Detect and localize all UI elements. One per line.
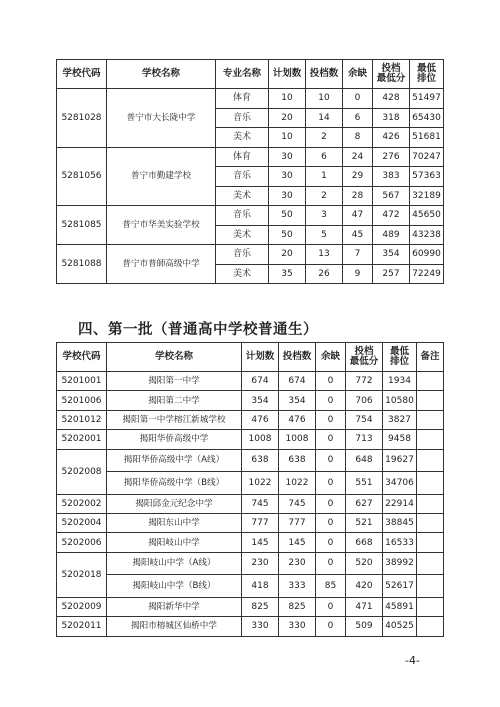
admitted-count-cell: 333 [279, 575, 316, 598]
school-code-cell: 5281085 [57, 206, 107, 245]
plan-count-cell: 476 [242, 410, 279, 429]
plan-count-cell: 330 [242, 617, 279, 636]
min-score-cell: 521 [346, 513, 383, 532]
remark-cell [417, 472, 444, 495]
min-rank-cell: 22914 [383, 494, 417, 513]
column-header: 计划数 [269, 60, 306, 89]
min-rank-cell: 1934 [383, 372, 417, 391]
admitted-count-cell: 14 [306, 108, 343, 128]
table-row [57, 147, 444, 167]
major-cell: 音乐 [216, 167, 269, 187]
remark-cell [417, 494, 444, 513]
column-header: 最低 排位 [410, 60, 444, 89]
school-name-cell: 揭阳第一中学 [107, 372, 242, 391]
shortfall-cell: 0 [316, 597, 346, 616]
min-score-cell: 754 [346, 410, 383, 429]
min-score-cell: 428 [373, 89, 410, 109]
plan-count-cell: 638 [242, 449, 279, 472]
column-header: 余缺 [316, 343, 346, 372]
school-name-cell: 普宁市大长陇中学 [107, 89, 216, 148]
min-rank-cell: 32189 [410, 186, 444, 206]
column-header: 投档 最低分 [346, 343, 383, 372]
school-name-cell: 揭阳东山中学 [107, 513, 242, 532]
plan-count-cell: 30 [269, 167, 306, 187]
admitted-count-cell: 330 [279, 617, 316, 636]
school-code-cell: 5281088 [57, 245, 107, 284]
min-score-cell: 471 [346, 597, 383, 616]
min-score-cell: 489 [373, 225, 410, 245]
column-header: 专业名称 [216, 60, 269, 89]
plan-count-cell: 20 [269, 108, 306, 128]
school-name-cell: 普宁市华美实验学校 [107, 206, 216, 245]
min-rank-cell: 51497 [410, 89, 444, 109]
remark-cell [417, 597, 444, 616]
school-name-cell: 揭阳第一中学榕江新城学校 [107, 410, 242, 429]
min-score-cell: 567 [373, 186, 410, 206]
remark-cell [417, 575, 444, 598]
plan-count-cell: 30 [269, 186, 306, 206]
admitted-count-cell: 777 [279, 513, 316, 532]
min-rank-cell: 43238 [410, 225, 444, 245]
column-header: 计划数 [242, 343, 279, 372]
school-name-cell: 揭阳新华中学 [107, 597, 242, 616]
shortfall-cell: 0 [316, 449, 346, 472]
table-row [57, 449, 444, 472]
min-rank-cell: 65430 [410, 108, 444, 128]
min-rank-cell: 16533 [383, 533, 417, 552]
remark-cell [417, 449, 444, 472]
min-score-cell: 257 [373, 264, 410, 284]
page-number: -4- [405, 654, 420, 667]
shortfall-cell: 0 [316, 513, 346, 532]
major-cell: 体育 [216, 89, 269, 109]
plan-count-cell: 418 [242, 575, 279, 598]
school-name-cell: 揭阳岐山中学（B线） [107, 575, 242, 598]
remark-cell [417, 552, 444, 575]
shortfall-cell: 24 [343, 147, 373, 167]
school-name-cell: 揭阳岐山中学（A线） [107, 552, 242, 575]
min-score-cell: 276 [373, 147, 410, 167]
shortfall-cell: 9 [343, 264, 373, 284]
table-row [57, 430, 444, 449]
min-rank-cell: 52617 [383, 575, 417, 598]
school-name-cell: 普宁市普師高级中学 [107, 245, 216, 284]
table-general-admission [56, 342, 444, 637]
table-row [57, 89, 444, 109]
admitted-count-cell: 1022 [279, 472, 316, 495]
min-rank-cell: 34706 [383, 472, 417, 495]
admitted-count-cell: 13 [306, 245, 343, 265]
column-header: 投档数 [279, 343, 316, 372]
shortfall-cell: 7 [343, 245, 373, 265]
column-header: 学校代码 [57, 60, 107, 89]
admitted-count-cell: 6 [306, 147, 343, 167]
admitted-count-cell: 26 [306, 264, 343, 284]
table-row [57, 575, 444, 598]
min-rank-cell: 19627 [383, 449, 417, 472]
table-row [57, 410, 444, 429]
shortfall-cell: 45 [343, 225, 373, 245]
table-row [57, 552, 444, 575]
column-header: 投档 最低分 [373, 60, 410, 89]
min-rank-cell: 38992 [383, 552, 417, 575]
admitted-count-cell: 354 [279, 391, 316, 410]
min-score-cell: 472 [373, 206, 410, 226]
shortfall-cell: 0 [316, 410, 346, 429]
admitted-count-cell: 10 [306, 89, 343, 109]
admitted-count-cell: 145 [279, 533, 316, 552]
min-score-cell: 354 [373, 245, 410, 265]
plan-count-cell: 30 [269, 147, 306, 167]
min-score-cell: 520 [346, 552, 383, 575]
school-code-cell: 5202004 [57, 513, 107, 532]
plan-count-cell: 10 [269, 89, 306, 109]
admitted-count-cell: 2 [306, 128, 343, 148]
remark-cell [417, 513, 444, 532]
plan-count-cell: 50 [269, 225, 306, 245]
shortfall-cell: 6 [343, 108, 373, 128]
school-name-cell: 揭阳华侨高级中学（A线） [107, 449, 242, 472]
min-score-cell: 772 [346, 372, 383, 391]
table-row [57, 533, 444, 552]
table-row [57, 494, 444, 513]
table-art-sports-admission [56, 59, 444, 284]
school-code-cell: 5202002 [57, 494, 107, 513]
major-cell: 美术 [216, 225, 269, 245]
min-rank-cell: 70247 [410, 147, 444, 167]
table-row [57, 245, 444, 265]
school-code-cell: 5201012 [57, 410, 107, 429]
school-name-cell: 揭阳岐山中学 [107, 533, 242, 552]
admitted-count-cell: 1008 [279, 430, 316, 449]
admitted-count-cell: 1 [306, 167, 343, 187]
plan-count-cell: 10 [269, 128, 306, 148]
remark-cell [417, 617, 444, 636]
school-name-cell: 普宁市勤建学校 [107, 147, 216, 206]
plan-count-cell: 50 [269, 206, 306, 226]
remark-cell [417, 410, 444, 429]
table-row [57, 597, 444, 616]
shortfall-cell: 0 [316, 430, 346, 449]
plan-count-cell: 20 [269, 245, 306, 265]
admitted-count-cell: 674 [279, 372, 316, 391]
school-code-cell: 5202001 [57, 430, 107, 449]
major-cell: 美术 [216, 264, 269, 284]
school-name-cell: 揭阳第二中学 [107, 391, 242, 410]
school-code-cell: 5202009 [57, 597, 107, 616]
shortfall-cell: 85 [316, 575, 346, 598]
min-score-cell: 713 [346, 430, 383, 449]
plan-count-cell: 230 [242, 552, 279, 575]
min-score-cell: 318 [373, 108, 410, 128]
shortfall-cell: 0 [343, 89, 373, 109]
shortfall-cell: 47 [343, 206, 373, 226]
table-row [57, 206, 444, 226]
major-cell: 体育 [216, 147, 269, 167]
school-code-cell: 5202011 [57, 617, 107, 636]
shortfall-cell: 0 [316, 617, 346, 636]
min-score-cell: 551 [346, 472, 383, 495]
plan-count-cell: 1008 [242, 430, 279, 449]
table-row [57, 617, 444, 636]
min-rank-cell: 45891 [383, 597, 417, 616]
remark-cell [417, 372, 444, 391]
shortfall-cell: 29 [343, 167, 373, 187]
min-rank-cell: 38845 [383, 513, 417, 532]
plan-count-cell: 825 [242, 597, 279, 616]
min-score-cell: 383 [373, 167, 410, 187]
min-score-cell: 627 [346, 494, 383, 513]
plan-count-cell: 1022 [242, 472, 279, 495]
section-title: 四、第一批（普通高中学校普通生） [78, 322, 318, 338]
min-rank-cell: 51681 [410, 128, 444, 148]
major-cell: 美术 [216, 186, 269, 206]
shortfall-cell: 0 [316, 494, 346, 513]
plan-count-cell: 777 [242, 513, 279, 532]
plan-count-cell: 35 [269, 264, 306, 284]
table-row [57, 391, 444, 410]
admitted-count-cell: 476 [279, 410, 316, 429]
min-rank-cell: 9458 [383, 430, 417, 449]
major-cell: 音乐 [216, 245, 269, 265]
min-score-cell: 509 [346, 617, 383, 636]
column-header: 最低 排位 [383, 343, 417, 372]
admitted-count-cell: 3 [306, 206, 343, 226]
school-code-cell: 5281028 [57, 89, 107, 148]
school-name-cell: 揭阳华侨高级中学 [107, 430, 242, 449]
shortfall-cell: 28 [343, 186, 373, 206]
admitted-count-cell: 2 [306, 186, 343, 206]
school-name-cell: 揭阳邱金元纪念中学 [107, 494, 242, 513]
admitted-count-cell: 825 [279, 597, 316, 616]
remark-cell [417, 533, 444, 552]
table-row [57, 513, 444, 532]
school-code-cell: 5202008 [57, 449, 107, 494]
school-code-cell: 5202018 [57, 552, 107, 597]
shortfall-cell: 0 [316, 391, 346, 410]
column-header: 投档数 [306, 60, 343, 89]
major-cell: 美术 [216, 128, 269, 148]
plan-count-cell: 674 [242, 372, 279, 391]
table-row [57, 372, 444, 391]
column-header: 备注 [417, 343, 444, 372]
shortfall-cell: 0 [316, 552, 346, 575]
table-header-row [57, 343, 444, 372]
min-score-cell: 668 [346, 533, 383, 552]
min-score-cell: 706 [346, 391, 383, 410]
school-code-cell: 5202006 [57, 533, 107, 552]
school-code-cell: 5281056 [57, 147, 107, 206]
remark-cell [417, 430, 444, 449]
column-header: 学校名称 [107, 60, 216, 89]
column-header: 余缺 [343, 60, 373, 89]
column-header: 学校名称 [107, 343, 242, 372]
plan-count-cell: 745 [242, 494, 279, 513]
school-code-cell: 5201001 [57, 372, 107, 391]
major-cell: 音乐 [216, 108, 269, 128]
school-name-cell: 揭阳市榕城区仙桥中学 [107, 617, 242, 636]
min-rank-cell: 60990 [410, 245, 444, 265]
school-name-cell: 揭阳华侨高级中学（B线） [107, 472, 242, 495]
shortfall-cell: 0 [316, 533, 346, 552]
column-header: 学校代码 [57, 343, 107, 372]
min-rank-cell: 40525 [383, 617, 417, 636]
admitted-count-cell: 638 [279, 449, 316, 472]
shortfall-cell: 0 [316, 372, 346, 391]
min-rank-cell: 45650 [410, 206, 444, 226]
min-score-cell: 426 [373, 128, 410, 148]
admitted-count-cell: 745 [279, 494, 316, 513]
shortfall-cell: 0 [316, 472, 346, 495]
min-rank-cell: 10580 [383, 391, 417, 410]
min-score-cell: 420 [346, 575, 383, 598]
school-code-cell: 5201006 [57, 391, 107, 410]
table-row [57, 472, 444, 495]
table-header-row [57, 60, 444, 89]
min-rank-cell: 57363 [410, 167, 444, 187]
remark-cell [417, 391, 444, 410]
admitted-count-cell: 230 [279, 552, 316, 575]
shortfall-cell: 8 [343, 128, 373, 148]
min-score-cell: 648 [346, 449, 383, 472]
plan-count-cell: 354 [242, 391, 279, 410]
min-rank-cell: 3827 [383, 410, 417, 429]
min-rank-cell: 72249 [410, 264, 444, 284]
major-cell: 音乐 [216, 206, 269, 226]
plan-count-cell: 145 [242, 533, 279, 552]
admitted-count-cell: 5 [306, 225, 343, 245]
